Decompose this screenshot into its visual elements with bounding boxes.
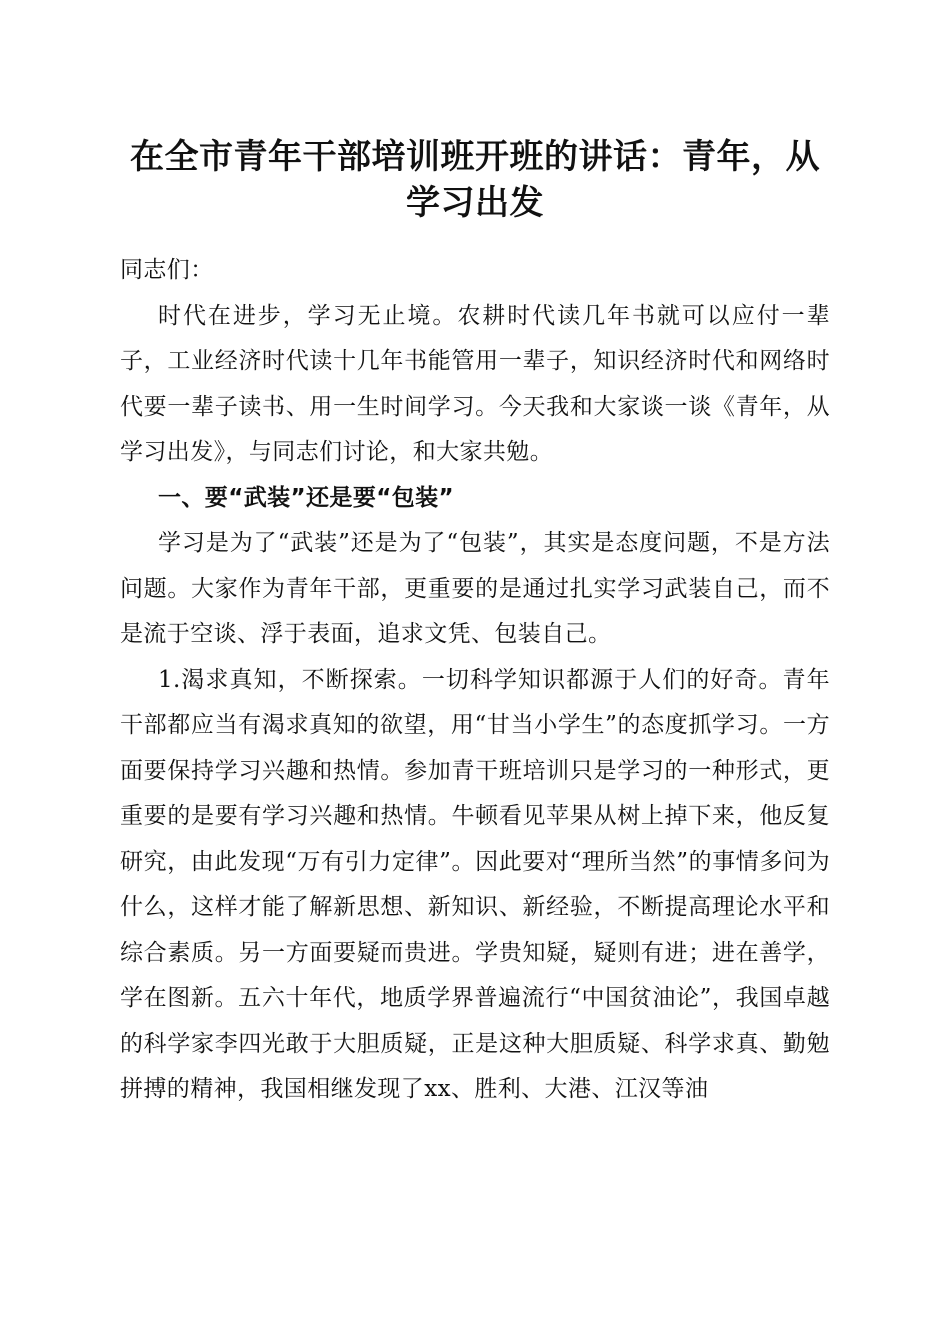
- section-1-heading: 一、要“武装”还是要“包装”: [158, 484, 455, 511]
- document-body: [120, 248, 830, 1113]
- salutation: 同志们：: [120, 257, 214, 283]
- point-1-paragraph: 1.渴求真知，不断探索。一切科学知识都源于人们的好奇。青年干部都应当有渴求真知的欲望，用“甘当小学生”的态度抓学习。一方面要保持学习兴趣和热情。参加青干班培训只是学习的一种形式，更重要的是要有学习兴趣和热情。牛顿看见苹果从树上掉下来，他反复研究，由此发现“万有引力定律”。因此要对“理所当然”的事情多问为什么，这样才能了解新思想、新知识、新经验，不断提高理论水平和综合素质。另一方面要疑而贵进。学贵知疑，疑则有进；进在善学，学在图新。五六十年代，地质学界普遍流行“中国贫油论”，我国卓越的科学家李四光敢于大胆质疑，正是这种大胆质疑、科学求真、勤勉拼搏的精神，我国相继发现了xx、胜利、大港、江汉等油: [120, 666, 830, 1102]
- section-1-paragraph: 学习是为了“武装”还是为了“包装”，其实是态度问题，不是方法问题。大家作为青年干部，更重要的是通过扎实学习武装自己，而不是流于空谈、浮于表面，追求文凭、包装自己。: [120, 530, 830, 647]
- document-title: [110, 134, 840, 226]
- title-line-2: 学习出发: [406, 183, 544, 223]
- intro-paragraph: 时代在进步，学习无止境。农耕时代读几年书就可以应付一辈子，工业经济时代读十几年书能管用一辈子，知识经济时代和网络时代要一辈子读书、用一生时间学习。今天我和大家谈一谈《青年，从学习出发》，与同志们讨论，和大家共勉。: [120, 302, 830, 465]
- title-line-1: 在全市青年干部培训班开班的讲话：青年，从: [130, 137, 820, 177]
